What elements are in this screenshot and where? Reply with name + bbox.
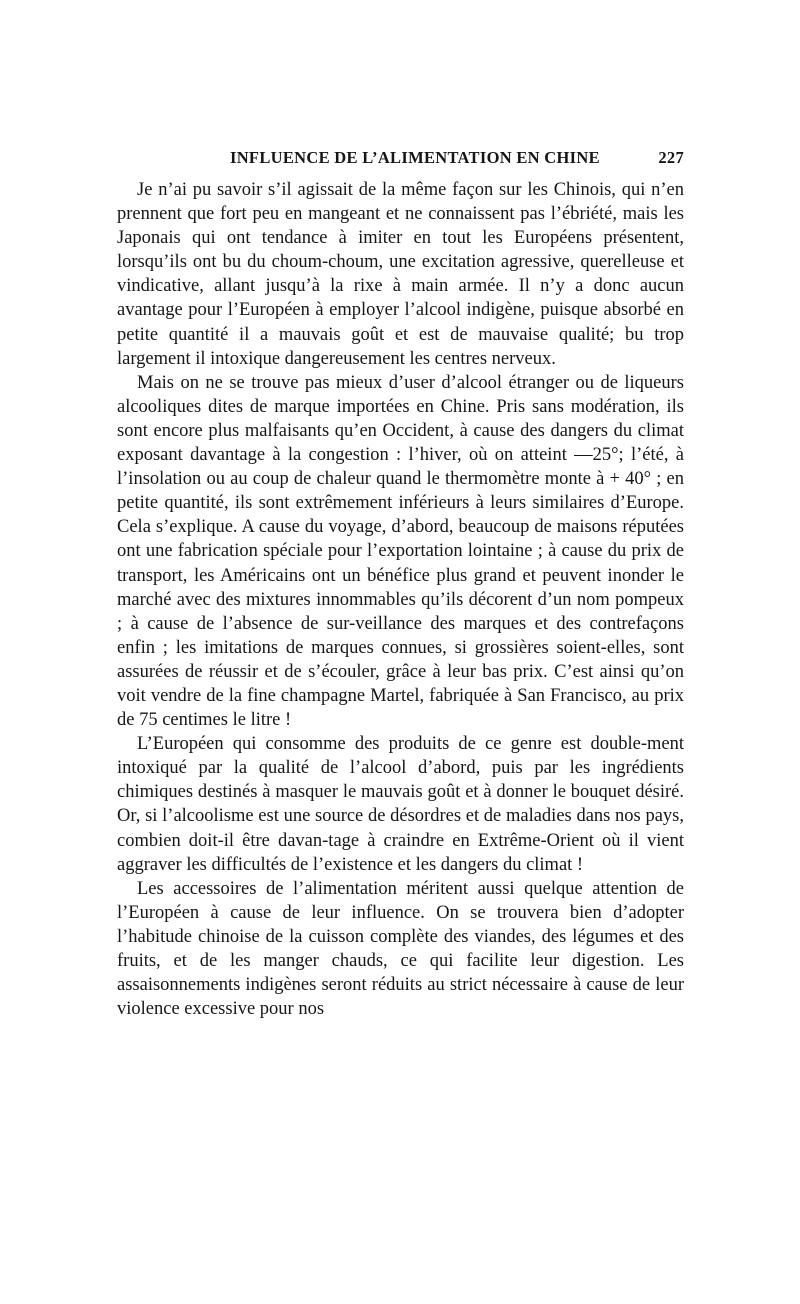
paragraph-4: Les accessoires de l’alimentation méritent aussi quelque attention de l’Européen à cause de leur influence. On se trouvera bien d’adopter l’habitude chinoise de la cuisson complète des viandes, des légumes et des fruits, et de les manger chauds, ce qui facilite leur digestion. Les assaisonnements indigènes seront réduits au strict nécessaire à cause de leur violence excessive pour nos (117, 878, 684, 1020)
book-page (117, 148, 684, 1021)
running-header (117, 148, 684, 178)
paragraph-2: Mais on ne se trouve pas mieux d’user d’alcool étranger ou de liqueurs alcooliques dites de marque importées en Chine. Pris sans modération, ils sont encore plus malfaisants qu’en Occident, à cause des dangers du climat exposant davantage à la congestion : l’hiver, où on atteint —25°; l’été, à l’insolation ou au coup de chaleur quand le thermomètre monte à + 40° ; en petite quantité, ils sont extrêmement inférieurs à leurs similaires d’Europe. Cela s’explique. A cause du voyage, d’abord, beaucoup de maisons réputées ont une fabrication spéciale pour l’exportation lointaine ; à cause du prix de transport, les Américains ont un bénéfice plus grand et peuvent inonder le marché avec des mixtures innommables qu’ils décorent d’un nom pompeux ; à cause de l’absence de sur-veillance des marques et des contrefaçons enfin ; les imitations de marques connues, si grossières soient-elles, sont assurées de réussir et de s’écouler, grâce à leur bas prix. C’est ainsi qu’on voit vendre de la fine champagne Martel, fabriquée à San Francisco, au prix de 75 centimes le litre ! (117, 372, 684, 731)
paragraph-3: L’Européen qui consomme des produits de ce genre est double-ment intoxiqué par la qualité de l’alcool d’abord, puis par les ingrédients chimiques destinés à masquer le mauvais goût et à donner le bouquet désiré. Or, si l’alcoolisme est une source de désordres et de maladies dans nos pays, combien doit-il être davan-tage à craindre en Extrême-Orient où il vient aggraver les difficultés de l’existence et les dangers du climat ! (117, 734, 684, 875)
paragraph-1: Je n’ai pu savoir s’il agissait de la même façon sur les Chinois, qui n’en prennent que fort peu en mangeant et ne connaissent pas l’ébriété, mais les Japonais qui ont tendance à imiter en tout les Européens présentent, lorsqu’ils ont bu du choum-choum, une excitation agressive, querelleuse et vindicative, allant jusqu’à la rixe à main armée. Il n’y a donc aucun avantage pour l’Européen à employer l’alcool indigène, puisque absorbé en petite quantité il a mauvais goût et est de mauvaise qualité; bu trop largement il intoxique dangereusement les centres nerveux. (117, 180, 684, 369)
running-title: INFLUENCE DE L’ALIMENTATION EN CHINE (230, 148, 600, 167)
body-text (117, 178, 684, 1021)
page-number: 227 (658, 148, 684, 167)
